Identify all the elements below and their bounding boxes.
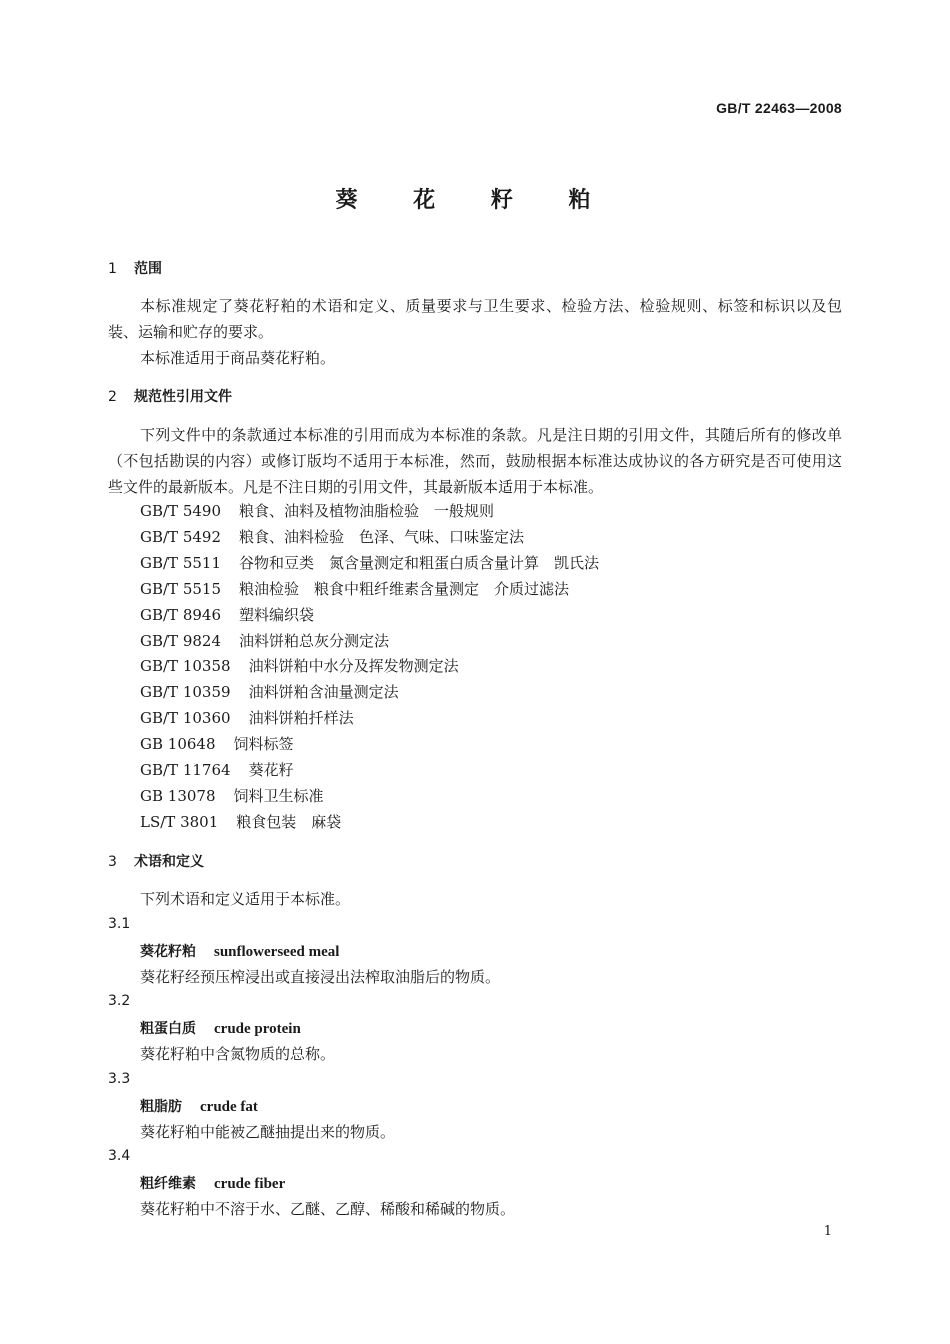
reference-title: 谷物和豆类 氮含量测定和粗蛋白质含量计算 凯氏法 — [239, 553, 600, 572]
reference-code: GB/T 9824 — [140, 631, 222, 650]
reference-title: 饲料标签 — [233, 735, 294, 754]
reference-title: 油料饼粕含油量测定法 — [248, 683, 399, 702]
terms-intro-paragraph: 下列术语和定义适用于本标准。 — [140, 890, 351, 908]
term-definition: 葵花籽粕中不溶于水、乙醚、乙醇、稀酸和稀碱的物质。 — [140, 1200, 516, 1218]
reference-item — [140, 654, 599, 680]
reference-code: GB 10648 — [140, 735, 216, 754]
reference-item — [140, 525, 599, 551]
term-number: 3.3 — [108, 1071, 131, 1087]
term-name — [140, 1173, 285, 1193]
reference-code: GB/T 5515 — [140, 579, 222, 598]
term-name-en: crude fat — [200, 1099, 258, 1115]
term-name-zh: 粗蛋白质 — [140, 1021, 196, 1037]
reference-item — [140, 577, 599, 603]
reference-code: GB/T 5492 — [140, 527, 222, 546]
reference-item — [140, 784, 599, 810]
reference-item — [140, 499, 599, 525]
reference-code: GB/T 10359 — [140, 683, 231, 702]
term-number: 3.1 — [108, 916, 131, 932]
page-number: 1 — [823, 1224, 832, 1239]
reference-code: LS/T 3801 — [140, 812, 219, 831]
reference-item — [140, 706, 599, 732]
reference-title: 葵花籽 — [248, 761, 294, 780]
section-heading-terms-definitions — [108, 851, 204, 871]
references-intro-paragraph: 下列文件中的条款通过本标准的引用而成为本标准的条款。凡是注日期的引用文件，其随后所有的修改单（不包括勘误的内容）或修订版均不适用于本标准，然而，鼓励根据本标准达成协议的各方研究是否可使用这些文件的最新版本。凡是不注日期的引用文件，其最新版本适用于本标准。 — [108, 426, 842, 496]
reference-title: 塑料编织袋 — [239, 605, 315, 624]
reference-item — [140, 551, 599, 577]
term-name-zh: 粗纤维素 — [140, 1176, 196, 1192]
section-title: 规范性引用文件 — [134, 389, 232, 405]
reference-title: 饲料卫生标准 — [233, 786, 324, 805]
term-number: 3.4 — [108, 1148, 131, 1164]
term-name — [140, 1018, 301, 1038]
section-title: 术语和定义 — [134, 854, 204, 870]
term-name-zh: 葵花籽粕 — [140, 944, 196, 960]
section-heading-normative-references — [108, 386, 232, 406]
section-number: 3 — [108, 854, 117, 870]
reference-item — [140, 810, 599, 836]
term-name — [140, 1096, 258, 1116]
reference-code: GB/T 10360 — [140, 709, 231, 728]
term-definition: 葵花籽经预压榨浸出或直接浸出法榨取油脂后的物质。 — [140, 968, 501, 986]
reference-code: GB/T 10358 — [140, 657, 231, 676]
reference-code: GB/T 8946 — [140, 605, 222, 624]
reference-item — [140, 758, 599, 784]
standard-code: GB/T 22463—2008 — [716, 100, 842, 116]
section-number: 1 — [108, 261, 117, 277]
section-number: 2 — [108, 389, 117, 405]
reference-code: GB/T 5490 — [140, 502, 222, 520]
section-heading-scope — [108, 258, 162, 278]
scope-applicability-paragraph: 本标准适用于商品葵花籽粕。 — [140, 349, 336, 367]
reference-title: 粮食包装 麻袋 — [236, 812, 342, 831]
reference-code: GB 13078 — [140, 786, 216, 805]
reference-list — [140, 499, 599, 836]
reference-code: GB/T 11764 — [140, 761, 231, 780]
section-title: 范围 — [134, 261, 162, 277]
reference-code: GB/T 5511 — [140, 553, 222, 572]
scope-paragraph: 本标准规定了葵花籽粕的术语和定义、质量要求与卫生要求、检验方法、检验规则、标签和标识以及包装、运输和贮存的要求。 — [108, 297, 842, 341]
term-name — [140, 941, 339, 961]
term-name-zh: 粗脂肪 — [140, 1099, 182, 1115]
reference-title: 粮食、油料检验 色泽、气味、口味鉴定法 — [239, 527, 525, 546]
reference-item — [140, 603, 599, 629]
term-number: 3.2 — [108, 993, 131, 1009]
reference-title: 油料饼粕扦样法 — [248, 709, 354, 728]
term-definition: 葵花籽粕中能被乙醚抽提出来的物质。 — [140, 1123, 396, 1141]
term-name-en: crude protein — [214, 1021, 301, 1037]
reference-title: 油料饼粕中水分及挥发物测定法 — [248, 657, 459, 676]
reference-title: 粮食、油料及植物油脂检验 一般规则 — [239, 502, 495, 520]
reference-item — [140, 629, 599, 655]
term-name-en: sunflowerseed meal — [214, 944, 340, 960]
term-name-en: crude fiber — [214, 1176, 286, 1192]
document-title: 葵 花 籽 粕 — [335, 188, 615, 213]
reference-title: 粮油检验 粮食中粗纤维素含量测定 介质过滤法 — [239, 579, 570, 598]
reference-item — [140, 732, 599, 758]
reference-item — [140, 680, 599, 706]
reference-title: 油料饼粕总灰分测定法 — [239, 631, 390, 650]
term-definition: 葵花籽粕中含氮物质的总称。 — [140, 1045, 336, 1063]
